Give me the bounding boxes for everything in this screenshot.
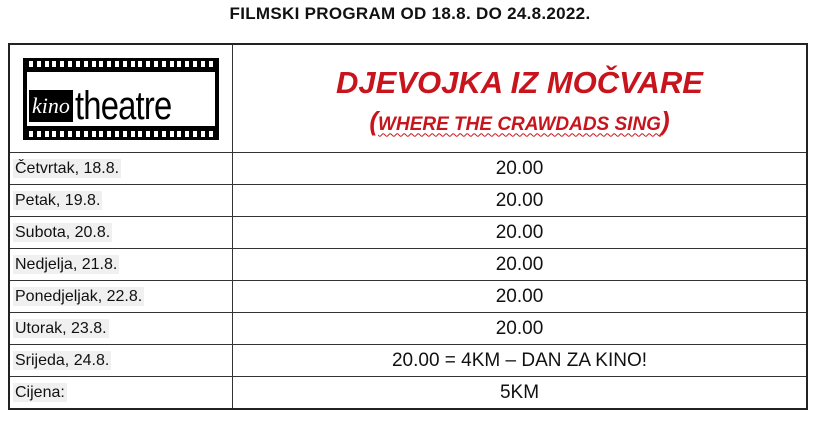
time-cell: 20.00	[233, 281, 808, 313]
day-cell	[9, 249, 233, 281]
day-label: Ponedjeljak, 22.8.	[15, 287, 143, 305]
time-cell: 20.00	[233, 249, 808, 281]
day-label: Srijeda, 24.8.	[15, 351, 110, 369]
table-row	[9, 217, 807, 249]
film-perforation-top	[29, 61, 213, 67]
price-label: Cijena:	[15, 383, 65, 401]
logo-theatre: theatre	[74, 83, 172, 126]
logo-kino: kino	[29, 90, 73, 122]
table-row	[9, 313, 807, 345]
time-cell: 20.00	[233, 217, 808, 249]
table-row	[9, 249, 807, 281]
day-cell	[9, 185, 233, 217]
day-cell	[9, 313, 233, 345]
logo-text-box	[27, 72, 215, 126]
day-cell	[9, 345, 233, 377]
day-cell	[9, 153, 233, 185]
page-title: FILMSKI PROGRAM OD 18.8. DO 24.8.2022.	[229, 4, 591, 23]
paren-open: (	[369, 105, 379, 136]
movie-title-cell	[233, 44, 808, 153]
day-label: Utorak, 23.8.	[15, 319, 107, 337]
program-table	[8, 43, 808, 410]
movie-original-title: WHERE THE CRAWDADS SING	[378, 113, 661, 135]
day-label: Subota, 20.8.	[15, 223, 111, 241]
movie-title: DJEVOJKA IZ MOČVARE	[336, 64, 703, 100]
time-cell: 20.00	[233, 185, 808, 217]
price-row	[9, 377, 807, 410]
price-value: 5KM	[233, 377, 808, 410]
price-label-cell	[9, 377, 233, 410]
table-row	[9, 185, 807, 217]
time-cell: 20.00 = 4KM – DAN ZA KINO!	[233, 345, 808, 377]
day-cell	[9, 217, 233, 249]
header-row	[9, 44, 807, 153]
time-cell: 20.00	[233, 153, 808, 185]
table-row	[9, 281, 807, 313]
day-label: Petak, 19.8.	[15, 191, 101, 209]
paren-close: )	[660, 105, 670, 136]
film-perforation-bottom	[29, 131, 213, 137]
time-cell: 20.00	[233, 313, 808, 345]
movie-original-title-line	[233, 105, 806, 137]
day-label: Četvrtak, 18.8.	[15, 159, 120, 177]
day-cell	[9, 281, 233, 313]
table-row	[9, 153, 807, 185]
table-row	[9, 345, 807, 377]
day-label: Nedjelja, 21.8.	[15, 255, 118, 273]
logo-cell	[9, 44, 233, 153]
kino-theatre-logo	[23, 58, 219, 140]
